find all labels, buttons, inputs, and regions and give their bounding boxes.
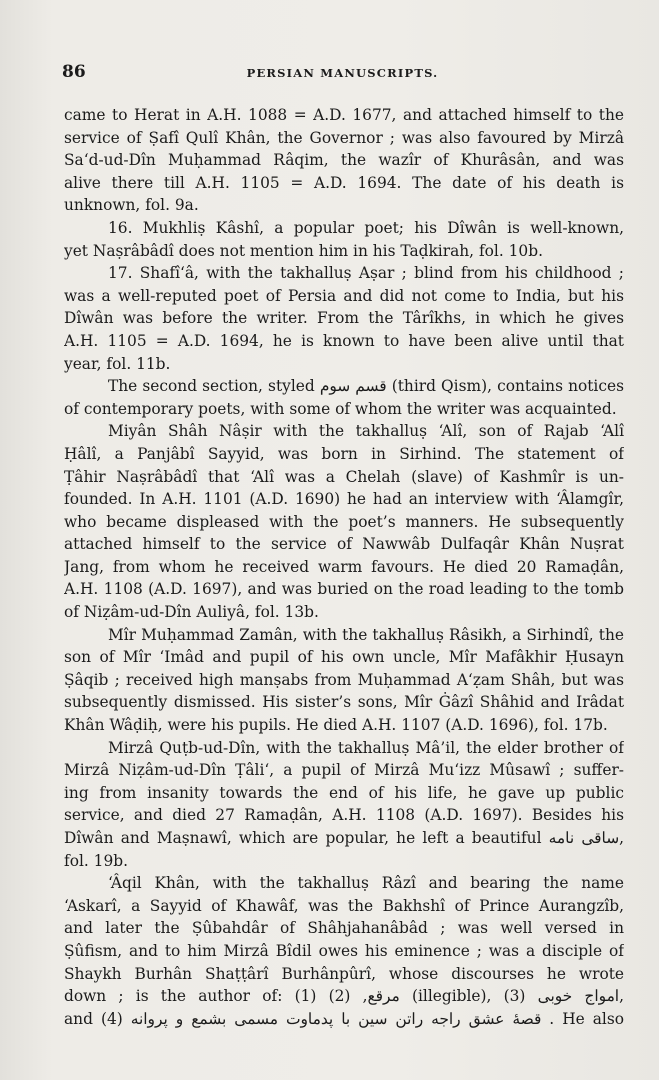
text-line: Mirzâ Niẓâm-ud-Dîn Ṭâli‘, a pupil of Mirzâ Mu‘izz Mûsawî ; suffer- <box>64 761 624 780</box>
text-line: Ṣâqib ; received high manṣabs from Muḥammad A‘ẓam Shâh, but was <box>64 670 624 689</box>
text-line: came to Herat in A.H. 1088 = A.D. 1677, and attached himself to the <box>64 106 624 124</box>
text-line: service, and died 27 Ramaḍân, A.H. 1108 (A.D. 1697). Besides his <box>64 806 624 825</box>
text-line: subsequently dismissed. His sister’s sons, Mîr Ġâzî Shâhid and Irâdat <box>64 693 624 712</box>
text-line: alive there till A.H. 1105 = A.D. 1694. The date of his death is <box>64 173 624 192</box>
text-line: Jang, from whom he received warm favours. He died 20 Ramaḍân, <box>64 557 624 576</box>
text-line: Sa‘d-ud-Dîn Muḥammad Râqim, the wazîr of Khurâsân, and was <box>64 151 624 170</box>
text-line: yet Naṣrâbâdî does not mention him in his Taḍkirah, fol. 10b. <box>64 241 543 260</box>
text-line: year, fol. 11b. <box>64 354 171 373</box>
page-header <box>62 62 623 86</box>
text-line: was a well-reputed poet of Persia and did not come to India, but his <box>64 286 624 305</box>
text-line: founded. In A.H. 1101 (A.D. 1690) he had an interview with ‘Âlamgîr, <box>64 490 624 509</box>
running-head: PERSIAN MANUSCRIPTS. <box>246 66 439 80</box>
text-line: down ; is the author of: (1) مرقع, (2) (illegible), (3) امواج خوبی, <box>64 987 624 1006</box>
page-number: 86 <box>62 62 86 82</box>
text-line: of Niẓâm-ud-Dîn Auliyâ, fol. 13b. <box>64 603 319 622</box>
body-text <box>64 104 624 1030</box>
text-line: Mîr Muḥammad Zamân, with the takhalluṣ Râsikh, a Sirhindî, the <box>108 625 624 644</box>
text-line: Khân Wâḍiḥ, were his pupils. He died A.H. 1107 (A.D. 1696), fol. 17b. <box>64 716 608 735</box>
text-line: ing from insanity towards the end of his life, he gave up public <box>64 783 624 802</box>
text-line: 17. Shafî‘â, with the takhalluṣ Aṣar ; blind from his childhood ; <box>108 264 624 283</box>
text-line: son of Mîr ‘Imâd and pupil of his own uncle, Mîr Mafâkhir Ḥusayn <box>64 648 624 667</box>
text-line: of contemporary poets, with some of whom the writer was acquainted. <box>64 399 617 418</box>
text-line: who became displeased with the poet’s manners. He subsequently <box>64 512 624 531</box>
text-line: The second section, styled قسم سوم (third Qism), contains notices <box>108 377 624 396</box>
text-line: A.H. 1105 = A.D. 1694, he is known to have been alive until that <box>64 331 624 350</box>
text-line: Dîwân and Maṣnawî, which are popular, he left a beautiful ساقی نامه, <box>64 829 624 847</box>
text-line: Ḥâlî, a Panjâbî Sayyid, was born in Sirhind. The statement of <box>64 444 624 463</box>
text-line: Ṣûfism, and to him Mirzâ Bîdil owes his eminence ; was a disciple of <box>64 941 624 960</box>
text-line: Miyân Shâh Nâṣir with the takhalluṣ ‘Alî, son of Rajab ‘Alî <box>108 422 624 441</box>
text-line: unknown, fol. 9a. <box>64 196 199 215</box>
text-line: attached himself to the service of Nawwâb Dulfaqâr Khân Nuṣrat <box>64 535 624 554</box>
text-line: A.H. 1108 (A.D. 1697), and was buried on the road leading to the tomb <box>64 580 624 599</box>
text-line: service of Ṣafî Qulî Khân, the Governor ; was also favoured by Mirzâ <box>64 128 624 147</box>
text-line: and later the Ṣûbahdâr of Shâhjahanâbâd ; was well versed in <box>64 919 624 938</box>
text-line: fol. 19b. <box>64 851 128 870</box>
text-line: ‘Askarî, a Sayyid of Khawâf, was the Bakhshî of Prince Aurangzîb, <box>64 896 624 915</box>
text-line: and (4) قصهٔ عشق راجه راتن سین با پدماوت مسمی بشمع و پروانه . He also <box>64 1009 624 1028</box>
text-line: 16. Mukhliṣ Kâshî, a popular poet; his Dîwân is well-known, <box>108 218 624 237</box>
text-line: Mirzâ Quṭb-ud-Dîn, with the takhalluṣ Mâ’il, the elder brother of <box>108 738 624 757</box>
text-line: Dîwân was before the writer. From the Târîkhs, in which he gives <box>64 309 624 328</box>
text-line: Ṭâhir Naṣrâbâdî that ‘Alî was a Chelah (slave) of Kashmîr is un- <box>64 467 624 486</box>
text-line: Shaykh Burhân Shaṭṭârî Burhânpûrî, whose discourses he wrote <box>64 964 624 983</box>
text-line: ‘Âqil Khân, with the takhalluṣ Râzî and bearing the name <box>108 874 624 893</box>
